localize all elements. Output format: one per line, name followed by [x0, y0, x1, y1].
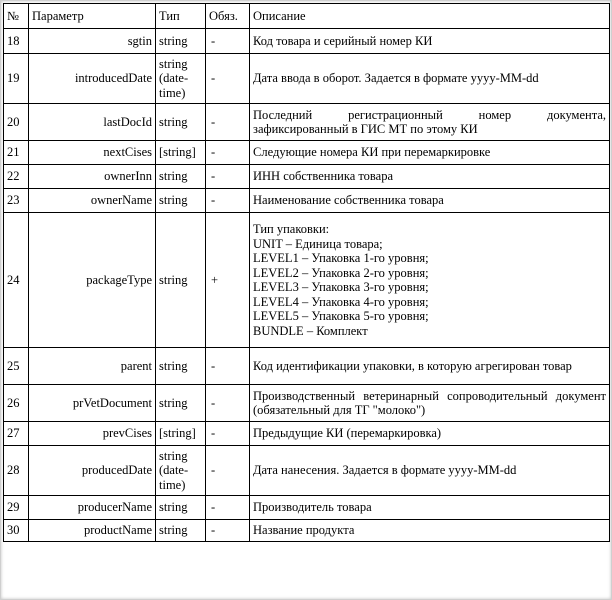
- row-type: [string]: [156, 422, 206, 446]
- row-required: -: [206, 104, 250, 141]
- table-row: [4, 446, 610, 496]
- row-number: 25: [4, 348, 29, 385]
- parameters-table: [3, 3, 610, 542]
- row-required: -: [206, 141, 250, 165]
- row-description: Код товара и серийный номер КИ: [250, 29, 610, 54]
- header-number: №: [4, 4, 29, 29]
- table-row: [4, 520, 610, 542]
- row-type: string: [156, 104, 206, 141]
- row-parameter: productName: [29, 520, 156, 542]
- row-description: Дата нанесения. Задается в формате yyyy-MM-dd: [250, 446, 610, 496]
- row-required: -: [206, 189, 250, 213]
- row-parameter: prevCises: [29, 422, 156, 446]
- row-number: 22: [4, 165, 29, 189]
- row-number: 18: [4, 29, 29, 54]
- row-number: 29: [4, 496, 29, 520]
- row-required: -: [206, 496, 250, 520]
- row-number: 27: [4, 422, 29, 446]
- row-parameter: packageType: [29, 213, 156, 348]
- row-parameter: prVetDocument: [29, 385, 156, 422]
- table-row: [4, 104, 610, 141]
- row-required: -: [206, 29, 250, 54]
- row-parameter: parent: [29, 348, 156, 385]
- row-description: Предыдущие КИ (перемаркировка): [250, 422, 610, 446]
- row-number: 23: [4, 189, 29, 213]
- row-required: -: [206, 446, 250, 496]
- row-type: string: [156, 496, 206, 520]
- row-parameter: lastDocId: [29, 104, 156, 141]
- table-row: [4, 385, 610, 422]
- row-number: 24: [4, 213, 29, 348]
- table-row: [4, 54, 610, 104]
- row-type: string: [156, 520, 206, 542]
- row-required: -: [206, 54, 250, 104]
- row-required: -: [206, 348, 250, 385]
- row-parameter: producerName: [29, 496, 156, 520]
- table-row: [4, 189, 610, 213]
- row-required: +: [206, 213, 250, 348]
- row-description: Код идентификации упаковки, в которую агрегирован товар: [250, 348, 610, 385]
- table-header-row: [4, 4, 610, 29]
- row-parameter: ownerInn: [29, 165, 156, 189]
- row-number: 26: [4, 385, 29, 422]
- table-row: [4, 29, 610, 54]
- table-row: [4, 422, 610, 446]
- row-required: -: [206, 165, 250, 189]
- row-number: 21: [4, 141, 29, 165]
- row-parameter: sgtin: [29, 29, 156, 54]
- row-type: [string]: [156, 141, 206, 165]
- row-type: string: [156, 213, 206, 348]
- table-row: [4, 348, 610, 385]
- table-row: [4, 141, 610, 165]
- row-parameter: nextCises: [29, 141, 156, 165]
- row-type: string: [156, 385, 206, 422]
- row-parameter: introducedDate: [29, 54, 156, 104]
- row-description: Последний регистрационный номер документа, зафиксированный в ГИС МТ по этому КИ: [250, 104, 610, 141]
- table-row: [4, 496, 610, 520]
- row-required: -: [206, 385, 250, 422]
- row-type: string: [156, 29, 206, 54]
- row-number: 19: [4, 54, 29, 104]
- row-description: Следующие номера КИ при перемаркировке: [250, 141, 610, 165]
- row-number: 30: [4, 520, 29, 542]
- header-type: Тип: [156, 4, 206, 29]
- row-number: 20: [4, 104, 29, 141]
- row-required: -: [206, 422, 250, 446]
- row-type: string (date- time): [156, 54, 206, 104]
- row-description: Дата ввода в оборот. Задается в формате yyyy-MM-dd: [250, 54, 610, 104]
- row-description: Наименование собственника товара: [250, 189, 610, 213]
- table-row: [4, 165, 610, 189]
- header-required: Обяз.: [206, 4, 250, 29]
- row-type: string: [156, 165, 206, 189]
- row-type: string: [156, 348, 206, 385]
- row-parameter: producedDate: [29, 446, 156, 496]
- row-description: Производственный ветеринарный сопроводительный документ (обязательный для ТГ "молоко"): [250, 385, 610, 422]
- row-number: 28: [4, 446, 29, 496]
- row-required: -: [206, 520, 250, 542]
- row-description: ИНН собственника товара: [250, 165, 610, 189]
- table-row: [4, 213, 610, 348]
- header-description: Описание: [250, 4, 610, 29]
- row-type: string (date- time): [156, 446, 206, 496]
- row-description: Производитель товара: [250, 496, 610, 520]
- row-type: string: [156, 189, 206, 213]
- row-parameter: ownerName: [29, 189, 156, 213]
- header-parameter: Параметр: [29, 4, 156, 29]
- row-description: Тип упаковки: UNIT – Единица товара; LEVEL1 – Упаковка 1-го уровня; LEVEL2 – Упаковка 2-го уровня; LEVEL3 – Упаковка 3-го уровня; LEVEL4 – Упаковка 4-го уровня; LEVEL5 – Упаковка 5-го уровня; BUNDLE – Комплект: [250, 213, 610, 348]
- row-description: Название продукта: [250, 520, 610, 542]
